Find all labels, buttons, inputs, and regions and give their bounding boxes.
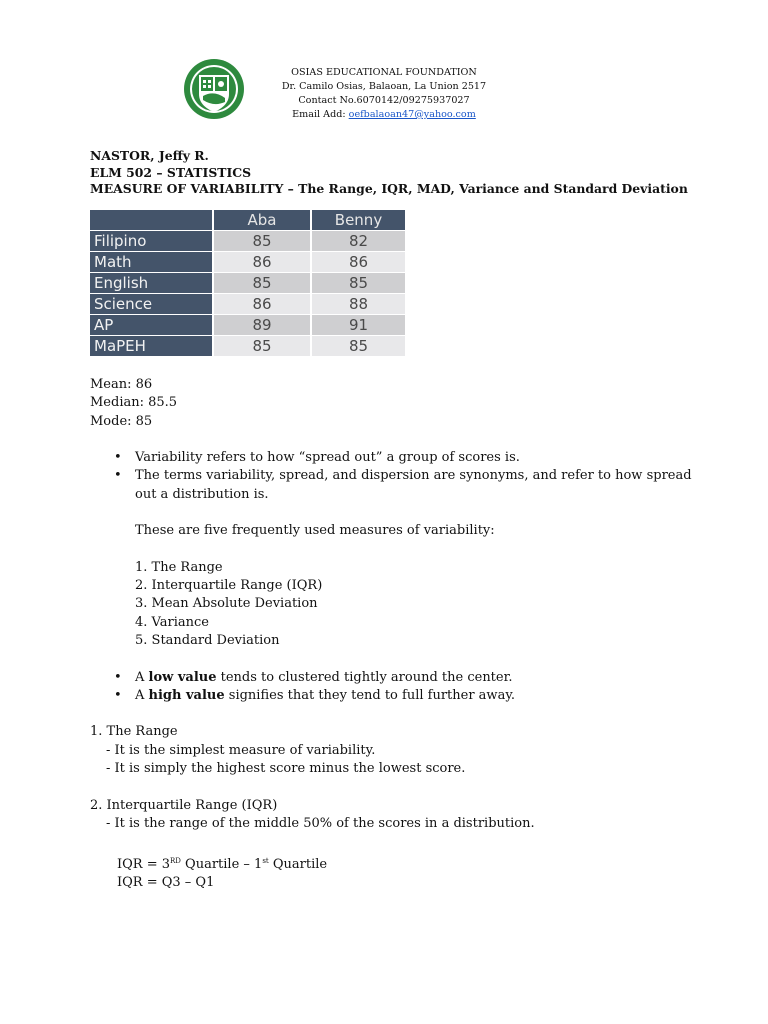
table-row [90,231,405,251]
measures-intro: These are five frequently used measures of variability: [135,523,495,539]
benny-score-cell: 91 [312,315,405,335]
aba-score-cell: 86 [214,294,310,314]
list-item: 3. Mean Absolute Deviation [135,596,318,612]
topic-title: MEASURE OF VARIABILITY – The Range, IQR, MAD, Variance and Standard Deviation [90,181,688,196]
table-row [90,336,405,356]
letterhead [0,58,768,124]
mode-line: Mode: 85 [90,413,153,429]
table-row [90,294,405,314]
measures-list [90,559,710,650]
bold-term: high value [148,687,225,703]
range-point: - It is the simplest measure of variability. [106,742,376,758]
mean-line: Mean: 86 [90,377,153,392]
org-address: Dr. Camilo Osias, Balaoan, La Union 2517 [281,81,487,92]
aba-score-cell: 85 [214,273,310,293]
iqr-section-title: 2. Interquartile Range (IQR) [90,797,278,813]
org-name: OSIAS EDUCATIONAL FOUNDATION [291,67,477,78]
benny-score-cell: 85 [312,336,405,356]
document-heading [90,148,688,198]
list-item: • A low value tends to clustered tightly around the center. [135,669,710,687]
table-corner-cell [90,210,212,230]
benny-score-cell: 88 [312,294,405,314]
benny-score-cell: 82 [312,231,405,251]
list-item: 1. The Range [135,559,223,575]
list-item: • Variability refers to how “spread out” a group of scores is. [135,449,710,467]
iqr-point: - It is the range of the middle 50% of the scores in a distribution. [106,815,535,831]
list-item: 2. Interquartile Range (IQR) [135,578,323,594]
subject-cell: Filipino [90,231,212,251]
scores-table [88,209,407,357]
org-email-line [262,108,506,122]
email-label: Email Add: [292,109,349,120]
iqr-formula-words: IQR = 3RD Quartile – 1st Quartile [117,856,328,872]
list-item: 4. Variance [135,614,209,630]
range-point: - It is simply the highest score minus the lowest score. [106,761,466,777]
list-item: 5. Standard Deviation [135,632,280,648]
student-name: NASTOR, Jeffy R. [90,148,209,163]
subject-cell: English [90,273,212,293]
table-row [90,273,405,293]
foundation-seal-logo [183,58,245,120]
column-header-benny: Benny [312,210,405,230]
benny-score-cell: 86 [312,252,405,272]
bold-term: low value [148,669,217,685]
range-section-title: 1. The Range [90,724,178,740]
list-item: • A high value signifies that they tend to full further away. [135,687,710,705]
table-row [90,252,405,272]
aba-score-cell: 85 [214,336,310,356]
subject-cell: Math [90,252,212,272]
summary-stats [90,376,177,431]
aba-score-cell: 89 [214,315,310,335]
table-header-row [90,210,405,230]
subject-cell: MaPEH [90,336,212,356]
letterhead-text [262,66,506,122]
table-row [90,315,405,335]
median-line: Median: 85.5 [90,395,178,411]
course-title: ELM 502 – STATISTICS [90,164,252,180]
document-body [90,449,710,892]
subject-cell: Science [90,294,212,314]
aba-score-cell: 85 [214,231,310,251]
column-header-aba: Aba [214,210,310,230]
aba-score-cell: 86 [214,252,310,272]
benny-score-cell: 85 [312,273,405,293]
list-item: • The terms variability, spread, and dispersion are synonyms, and refer to how spread out a distribution is. [135,467,710,504]
email-link[interactable]: oefbalaoan47@yahoo.com [348,109,476,120]
iqr-formula-symbols: IQR = Q3 – Q1 [117,874,215,890]
subject-cell: AP [90,315,212,335]
value-bullet-list [90,669,710,706]
org-contact: Contact No.6070142/09275937027 [298,95,470,106]
intro-bullet-list [90,449,710,504]
